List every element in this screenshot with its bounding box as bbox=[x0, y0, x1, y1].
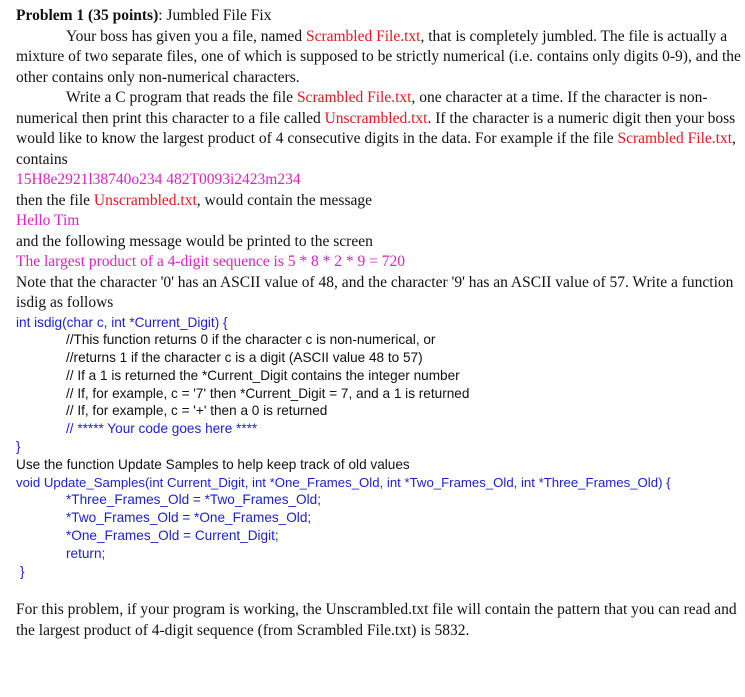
update-intro: Use the function Update Samples to help keep track of old values bbox=[16, 456, 410, 472]
problem-subtitle: : Jumbled File Fix bbox=[158, 7, 272, 24]
example-data: 15H8e2921l38740o234 482T0093i2423m234 bbox=[16, 171, 301, 188]
code-line: *Two_Frames_Old = *One_Frames_Old; bbox=[66, 510, 312, 526]
ascii-note: Note that the character '0' has an ASCII value of 48, and the character '9' has an ASCII value of 57. Write a function isdig as follows bbox=[16, 273, 734, 311]
code-comment: // If, for example, c = '7' then *Current_Digit = 7, and a 1 is returned bbox=[66, 385, 470, 401]
code-close-brace: } bbox=[20, 563, 25, 579]
task-text-c: . If the character is a numeric digit then your boss would like to know the largest product of 4 consecutive digits in the data. For example if the file bbox=[16, 109, 736, 147]
final-paragraph: For this problem, if your program is working, the Unscrambled.txt file will contain the pattern that you can read and the largest product of 4-digit sequence (from Scrambled File.txt) is 5832. bbox=[16, 601, 737, 639]
task-text-b: , one character at a time. If the character is non-numerical then print this character to a file called bbox=[16, 89, 708, 127]
task-paragraph bbox=[16, 88, 741, 170]
screen-output: The largest product of a 4-digit sequence is 5 * 8 * 2 * 9 = 720 bbox=[16, 253, 405, 270]
filename-scrambled: Scrambled File.txt bbox=[617, 130, 733, 147]
isdig-code bbox=[16, 314, 741, 456]
intro-text-b: , that is completely jumbled. The file is actually a mixture of two separate files, one of which is supposed to be strictly numerical (i.e. contains only digits 0-9), and the other contains only non-numerical characters. bbox=[16, 27, 741, 86]
filename-unscrambled: Unscrambled.txt bbox=[93, 191, 197, 209]
filename-scrambled: Scrambled File.txt bbox=[296, 89, 412, 106]
intro-text-a: Your boss has given you a file, named bbox=[66, 27, 306, 45]
code-comment: // If, for example, c = '+' then a 0 is returned bbox=[66, 403, 328, 419]
code-close-brace: } bbox=[16, 439, 21, 455]
task-text-a: Write a C program that reads the file bbox=[66, 89, 297, 106]
code-line: return; bbox=[66, 545, 106, 561]
intro-paragraph bbox=[16, 27, 741, 89]
screen-intro: and the following message would be printed to the screen bbox=[16, 232, 373, 250]
filename-scrambled: Scrambled File.txt bbox=[305, 27, 421, 45]
problem-document bbox=[16, 6, 741, 641]
update-signature: void Update_Samples(int Current_Digit, int *One_Frames_Old, int *Two_Frames_Old, int *Three_Frames_Old) { bbox=[16, 474, 671, 490]
code-line: *Three_Frames_Old = *Two_Frames_Old; bbox=[66, 492, 321, 508]
problem-heading bbox=[16, 6, 741, 27]
code-comment: //returns 1 if the character c is a digit (ASCII value 48 to 57) bbox=[66, 350, 423, 366]
result-paragraph bbox=[16, 191, 741, 212]
result-text-b: , would contain the message bbox=[196, 191, 372, 209]
task-text-d: , contains bbox=[16, 130, 736, 168]
update-code bbox=[16, 474, 741, 581]
problem-title: Problem 1 (35 points) bbox=[16, 7, 159, 24]
code-todo: // ***** Your code goes here **** bbox=[66, 421, 258, 437]
code-comment: //This function returns 0 if the character c is non-numerical, or bbox=[66, 332, 436, 348]
code-line: *One_Frames_Old = Current_Digit; bbox=[66, 528, 279, 544]
example-message: Hello Tim bbox=[16, 212, 80, 229]
isdig-signature: int isdig(char c, int *Current_Digit) { bbox=[16, 314, 228, 330]
filename-unscrambled: Unscrambled.txt bbox=[324, 109, 428, 127]
code-comment: // If a 1 is returned the *Current_Digit contains the integer number bbox=[66, 367, 460, 383]
result-text-a: then the file bbox=[16, 191, 94, 209]
